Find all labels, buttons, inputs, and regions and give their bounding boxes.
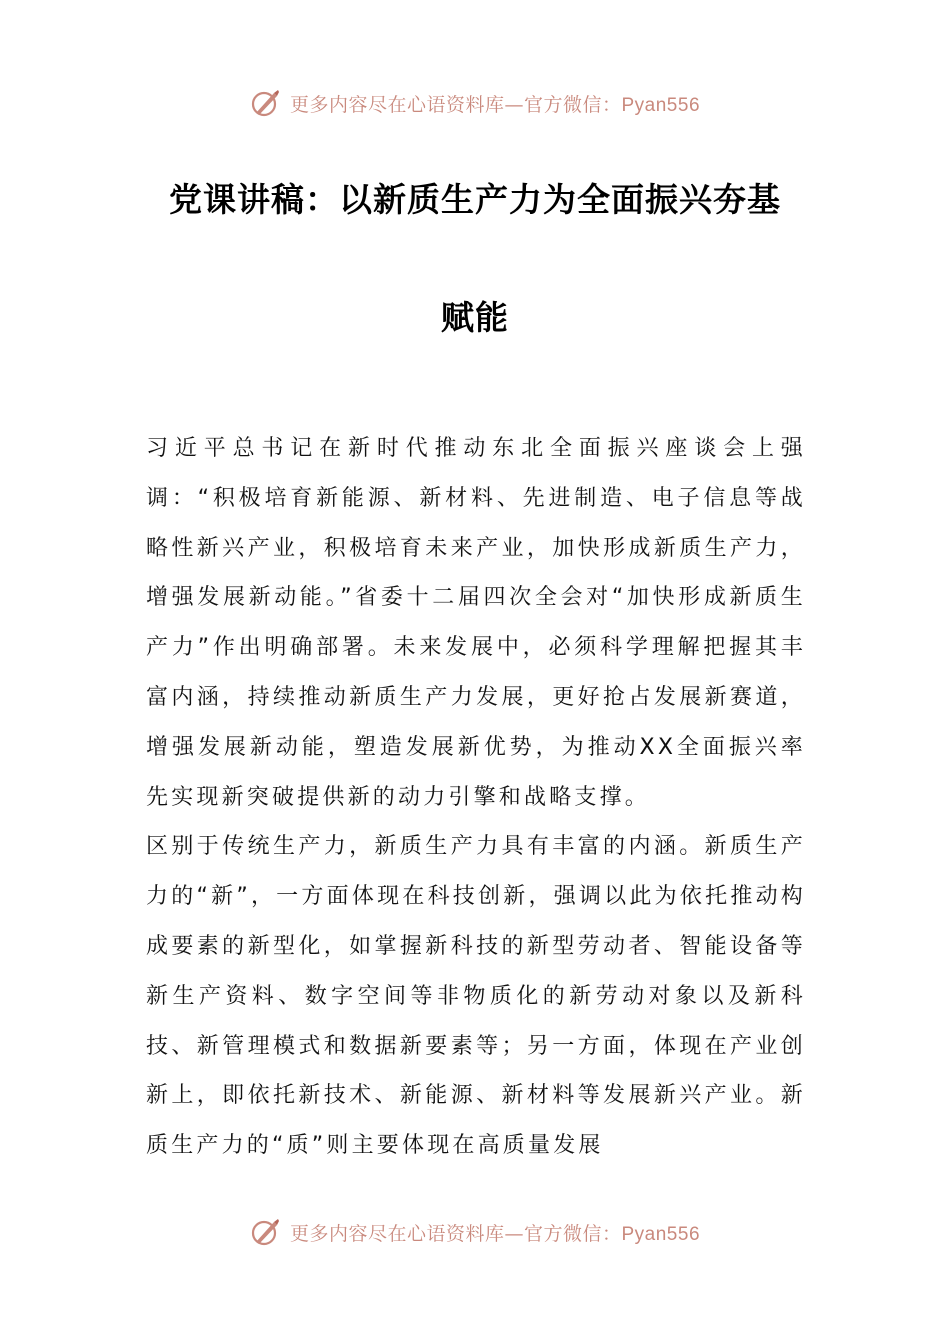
document-title-line-1: 党课讲稿：以新质生产力为全面振兴夯基: [169, 180, 781, 219]
watermark-footer: [0, 1212, 950, 1252]
watermark-label: 更多内容尽在心语资料库—官方微信：: [289, 1222, 622, 1245]
watermark-header: [0, 83, 950, 123]
watermark-wechat-id: Pyan556: [621, 1223, 701, 1245]
paragraph-1: 习近平总书记在新时代推动东北全面振兴座谈会上强调：“积极培育新能源、新材料、先进制造、电子信息等战略性新兴产业，积极培育未来产业，加快形成新质生产力，增强发展新动能。”省委十二届四次全会对“加快形成新质生产力”作出明确部署。未来发展中，必须科学理解把握其丰富内涵，持续推动新质生产力发展，更好抢占发展新赛道，增强发展新动能，塑造发展新优势，为推动XX全面振兴率先实现新突破提供新的动力引擎和战略支撑。: [146, 436, 806, 810]
watermark-label: 更多内容尽在心语资料库—官方微信：: [289, 93, 622, 116]
document-title-line-2: 赋能: [441, 298, 509, 337]
watermark-text: [290, 90, 700, 117]
watermark-wechat-id: Pyan556: [621, 94, 701, 116]
paragraph-2: 区别于传统生产力，新质生产力具有丰富的内涵。新质生产力的“新”，一方面体现在科技创新，强调以此为依托推动构成要素的新型化，如掌握新科技的新型劳动者、智能设备等新生产资料、数字空间等非物质化的新劳动对象以及新科技、新管理模式和数据新要素等；另一方面，体现在产业创新上，即依托新技术、新能源、新材料等发展新兴产业。新质生产力的“质”则主要体现在高质量发展: [146, 834, 806, 1159]
watermark-text: [290, 1219, 700, 1246]
document-body: [146, 424, 806, 1171]
pen-logo-icon: [250, 87, 282, 119]
pen-logo-icon: [250, 1216, 282, 1248]
